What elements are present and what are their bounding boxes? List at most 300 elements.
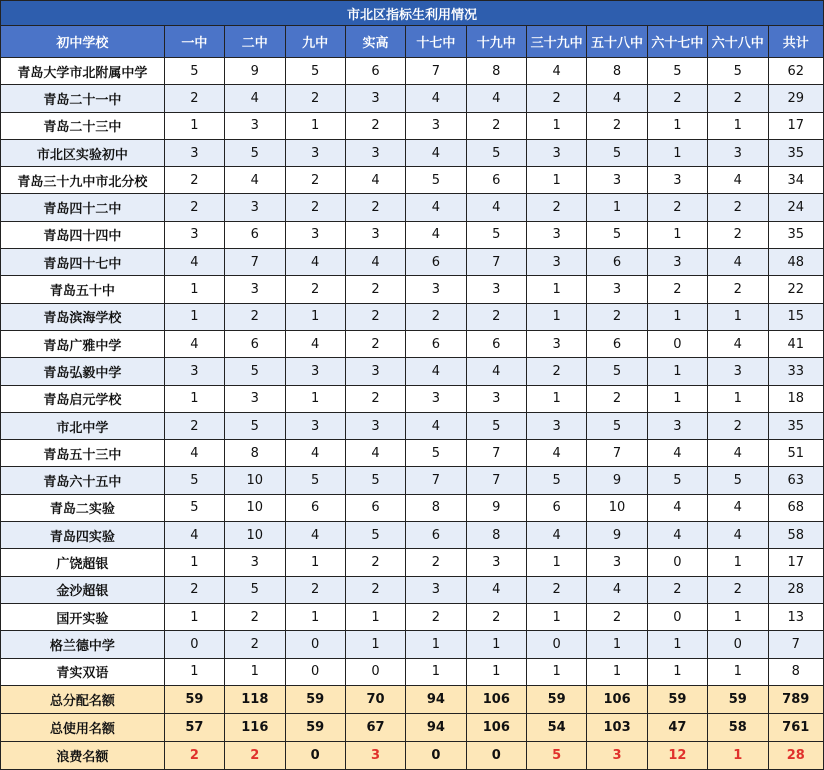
quota-cell: 3 — [225, 194, 285, 221]
summary-cell: 12 — [647, 741, 707, 769]
school-name-cell: 市北区实验初中 — [1, 139, 165, 166]
school-name-cell: 青岛二十三中 — [1, 112, 165, 139]
quota-cell: 4 — [345, 249, 405, 276]
quota-cell: 2 — [647, 576, 707, 603]
table-row — [1, 549, 824, 576]
quota-cell: 3 — [285, 139, 345, 166]
column-header: 一中 — [164, 26, 224, 58]
quota-cell: 5 — [708, 467, 768, 494]
quota-cell: 1 — [647, 358, 707, 385]
school-name-cell: 青岛大学市北附属中学 — [1, 58, 165, 85]
quota-cell: 1 — [406, 631, 466, 658]
quota-cell: 7 — [466, 249, 526, 276]
quota-cell: 7 — [406, 467, 466, 494]
table-row — [1, 58, 824, 85]
quota-cell: 1 — [164, 603, 224, 630]
quota-cell: 2 — [466, 603, 526, 630]
quota-cell: 3 — [345, 412, 405, 439]
quota-cell: 0 — [345, 658, 405, 685]
quota-cell: 9 — [587, 522, 647, 549]
quota-cell: 3 — [225, 276, 285, 303]
summary-cell: 761 — [768, 713, 824, 741]
quota-cell: 1 — [647, 631, 707, 658]
column-header: 三十九中 — [527, 26, 587, 58]
school-name-cell: 青岛四实验 — [1, 522, 165, 549]
summary-row — [1, 741, 824, 769]
school-name-cell: 青岛广雅中学 — [1, 330, 165, 357]
quota-cell: 6 — [587, 330, 647, 357]
quota-cell: 7 — [225, 249, 285, 276]
quota-cell: 2 — [345, 194, 405, 221]
quota-cell: 4 — [406, 194, 466, 221]
quota-cell: 2 — [285, 576, 345, 603]
summary-cell: 103 — [587, 713, 647, 741]
quota-cell: 2 — [164, 576, 224, 603]
quota-cell: 6 — [466, 330, 526, 357]
table-row — [1, 276, 824, 303]
quota-cell: 8 — [225, 440, 285, 467]
summary-cell: 118 — [225, 685, 285, 713]
column-header: 二中 — [225, 26, 285, 58]
quota-cell: 1 — [466, 658, 526, 685]
summary-cell: 5 — [527, 741, 587, 769]
summary-cell: 3 — [587, 741, 647, 769]
quota-cell: 2 — [587, 385, 647, 412]
summary-label: 浪费名额 — [1, 741, 165, 769]
quota-cell: 1 — [708, 658, 768, 685]
quota-cell: 2 — [527, 358, 587, 385]
quota-cell: 4 — [708, 494, 768, 521]
quota-cell: 3 — [527, 412, 587, 439]
quota-cell: 2 — [587, 603, 647, 630]
quota-cell: 13 — [768, 603, 824, 630]
quota-cell: 2 — [225, 631, 285, 658]
quota-cell: 51 — [768, 440, 824, 467]
quota-cell: 4 — [647, 494, 707, 521]
quota-cell: 58 — [768, 522, 824, 549]
quota-cell: 3 — [406, 385, 466, 412]
table-row — [1, 576, 824, 603]
quota-cell: 3 — [285, 221, 345, 248]
quota-cell: 2 — [647, 194, 707, 221]
quota-cell: 4 — [164, 522, 224, 549]
quota-cell: 2 — [406, 549, 466, 576]
quota-cell: 8 — [587, 58, 647, 85]
quota-cell: 5 — [225, 139, 285, 166]
quota-cell: 4 — [708, 522, 768, 549]
table-row — [1, 522, 824, 549]
table-row — [1, 412, 824, 439]
quota-cell: 1 — [587, 631, 647, 658]
quota-cell: 4 — [527, 440, 587, 467]
quota-cell: 0 — [708, 631, 768, 658]
quota-cell: 1 — [708, 549, 768, 576]
quota-cell: 9 — [466, 494, 526, 521]
quota-cell: 1 — [527, 276, 587, 303]
quota-cell: 4 — [345, 440, 405, 467]
table-row — [1, 112, 824, 139]
school-name-cell: 青岛滨海学校 — [1, 303, 165, 330]
quota-cell: 3 — [527, 139, 587, 166]
quota-cell: 2 — [647, 276, 707, 303]
quota-cell: 1 — [527, 112, 587, 139]
quota-cell: 2 — [708, 221, 768, 248]
quota-cell: 5 — [527, 467, 587, 494]
quota-cell: 28 — [768, 576, 824, 603]
quota-cell: 1 — [647, 112, 707, 139]
quota-cell: 4 — [466, 358, 526, 385]
quota-cell: 35 — [768, 412, 824, 439]
quota-cell: 1 — [285, 603, 345, 630]
quota-cell: 3 — [647, 167, 707, 194]
quota-cell: 5 — [345, 467, 405, 494]
quota-cell: 5 — [406, 440, 466, 467]
quota-cell: 1 — [708, 603, 768, 630]
summary-row — [1, 685, 824, 713]
column-header: 九中 — [285, 26, 345, 58]
summary-row — [1, 713, 824, 741]
school-name-cell: 青实双语 — [1, 658, 165, 685]
quota-cell: 4 — [647, 440, 707, 467]
summary-cell: 59 — [285, 685, 345, 713]
quota-cell: 1 — [406, 658, 466, 685]
quota-cell: 4 — [466, 85, 526, 112]
quota-cell: 3 — [345, 221, 405, 248]
quota-cell: 1 — [164, 658, 224, 685]
quota-cell: 2 — [527, 85, 587, 112]
quota-cell: 4 — [285, 440, 345, 467]
quota-cell: 6 — [587, 249, 647, 276]
quota-cell: 1 — [285, 112, 345, 139]
table-title: 市北区指标生利用情况 — [1, 1, 824, 26]
quota-cell: 2 — [708, 85, 768, 112]
school-name-cell: 青岛四十二中 — [1, 194, 165, 221]
quota-cell: 3 — [345, 139, 405, 166]
table-row — [1, 385, 824, 412]
school-name-cell: 青岛六十五中 — [1, 467, 165, 494]
column-header: 五十八中 — [587, 26, 647, 58]
quota-cell: 4 — [406, 139, 466, 166]
quota-cell: 6 — [527, 494, 587, 521]
quota-cell: 22 — [768, 276, 824, 303]
quota-cell: 3 — [406, 276, 466, 303]
quota-cell: 3 — [708, 139, 768, 166]
quota-cell: 2 — [345, 112, 405, 139]
quota-cell: 1 — [164, 549, 224, 576]
quota-cell: 4 — [345, 167, 405, 194]
quota-cell: 3 — [587, 549, 647, 576]
quota-cell: 5 — [164, 58, 224, 85]
quota-cell: 5 — [466, 221, 526, 248]
quota-cell: 3 — [345, 85, 405, 112]
quota-cell: 4 — [225, 85, 285, 112]
quota-cell: 1 — [647, 139, 707, 166]
quota-cell: 29 — [768, 85, 824, 112]
school-name-cell: 市北中学 — [1, 412, 165, 439]
table-row — [1, 330, 824, 357]
table-row — [1, 494, 824, 521]
quota-cell: 2 — [708, 194, 768, 221]
quota-cell: 2 — [345, 385, 405, 412]
quota-cell: 5 — [647, 467, 707, 494]
table-body — [1, 58, 824, 686]
quota-cell: 0 — [285, 658, 345, 685]
column-header: 十七中 — [406, 26, 466, 58]
quota-cell: 7 — [406, 58, 466, 85]
quota-cell: 0 — [647, 330, 707, 357]
quota-cell: 1 — [708, 385, 768, 412]
table-row — [1, 221, 824, 248]
quota-cell: 6 — [406, 330, 466, 357]
quota-cell: 5 — [587, 358, 647, 385]
column-header: 六十八中 — [708, 26, 768, 58]
quota-cell: 0 — [285, 631, 345, 658]
quota-cell: 5 — [285, 58, 345, 85]
quota-cell: 1 — [285, 303, 345, 330]
quota-cell: 1 — [708, 112, 768, 139]
quota-cell: 2 — [406, 603, 466, 630]
quota-cell: 4 — [708, 249, 768, 276]
quota-cell: 4 — [708, 167, 768, 194]
quota-cell: 4 — [285, 522, 345, 549]
quota-cell: 1 — [527, 603, 587, 630]
quota-cell: 4 — [164, 440, 224, 467]
table-row — [1, 139, 824, 166]
quota-cell: 2 — [225, 303, 285, 330]
quota-cell: 3 — [225, 385, 285, 412]
quota-cell: 1 — [164, 276, 224, 303]
quota-cell: 2 — [466, 303, 526, 330]
quota-cell: 1 — [527, 658, 587, 685]
quota-cell: 24 — [768, 194, 824, 221]
quota-cell: 2 — [345, 330, 405, 357]
quota-cell: 3 — [647, 249, 707, 276]
quota-cell: 4 — [587, 85, 647, 112]
quota-cell: 4 — [225, 167, 285, 194]
summary-cell: 0 — [406, 741, 466, 769]
summary-label: 总分配名额 — [1, 685, 165, 713]
quota-cell: 4 — [406, 221, 466, 248]
summary-cell: 94 — [406, 685, 466, 713]
summary-cell: 106 — [587, 685, 647, 713]
quota-cell: 3 — [164, 221, 224, 248]
quota-cell: 68 — [768, 494, 824, 521]
quota-cell: 6 — [345, 494, 405, 521]
quota-cell: 1 — [527, 303, 587, 330]
quota-cell: 7 — [768, 631, 824, 658]
table-row — [1, 603, 824, 630]
quota-cell: 10 — [225, 467, 285, 494]
quota-cell: 3 — [345, 358, 405, 385]
summary-cell: 789 — [768, 685, 824, 713]
quota-cell: 2 — [406, 303, 466, 330]
quota-cell: 4 — [164, 249, 224, 276]
school-name-cell: 青岛四十四中 — [1, 221, 165, 248]
quota-cell: 1 — [345, 603, 405, 630]
quota-cell: 9 — [587, 467, 647, 494]
quota-cell: 9 — [225, 58, 285, 85]
quota-cell: 4 — [708, 440, 768, 467]
column-header: 十九中 — [466, 26, 526, 58]
quota-cell: 17 — [768, 549, 824, 576]
quota-cell: 3 — [527, 221, 587, 248]
quota-cell: 2 — [587, 303, 647, 330]
quota-cell: 2 — [345, 276, 405, 303]
school-name-cell: 青岛二十一中 — [1, 85, 165, 112]
quota-cell: 3 — [225, 549, 285, 576]
quota-cell: 2 — [466, 112, 526, 139]
table-row — [1, 440, 824, 467]
quota-cell: 0 — [527, 631, 587, 658]
table-row — [1, 167, 824, 194]
quota-cell: 5 — [345, 522, 405, 549]
quota-cell: 34 — [768, 167, 824, 194]
summary-cell: 54 — [527, 713, 587, 741]
school-name-cell: 青岛弘毅中学 — [1, 358, 165, 385]
school-name-cell: 青岛二实验 — [1, 494, 165, 521]
quota-cell: 1 — [708, 303, 768, 330]
school-name-cell: 青岛五十三中 — [1, 440, 165, 467]
quota-cell: 5 — [406, 167, 466, 194]
school-name-cell: 广饶超银 — [1, 549, 165, 576]
quota-cell: 3 — [647, 412, 707, 439]
table-row — [1, 467, 824, 494]
quota-cell: 1 — [527, 385, 587, 412]
quota-cell: 2 — [285, 85, 345, 112]
quota-cell: 8 — [768, 658, 824, 685]
quota-cell: 3 — [164, 139, 224, 166]
quota-cell: 2 — [225, 603, 285, 630]
quota-cell: 5 — [587, 139, 647, 166]
quota-cell: 5 — [466, 139, 526, 166]
quota-cell: 4 — [708, 330, 768, 357]
column-header: 共计 — [768, 26, 824, 58]
school-name-cell: 青岛三十九中市北分校 — [1, 167, 165, 194]
summary-cell: 94 — [406, 713, 466, 741]
quota-cell: 4 — [587, 576, 647, 603]
quota-cell: 1 — [345, 631, 405, 658]
summary-label: 总使用名额 — [1, 713, 165, 741]
column-header: 六十七中 — [647, 26, 707, 58]
quota-cell: 3 — [406, 112, 466, 139]
quota-cell: 1 — [164, 112, 224, 139]
school-name-cell: 青岛四十七中 — [1, 249, 165, 276]
quota-cell: 15 — [768, 303, 824, 330]
quota-cell: 4 — [527, 522, 587, 549]
table-row — [1, 85, 824, 112]
quota-cell: 8 — [466, 58, 526, 85]
summary-cell: 59 — [527, 685, 587, 713]
quota-cell: 0 — [647, 603, 707, 630]
quota-cell: 63 — [768, 467, 824, 494]
column-header-school: 初中学校 — [1, 26, 165, 58]
quota-cell: 10 — [225, 494, 285, 521]
quota-cell: 2 — [345, 576, 405, 603]
summary-cell: 59 — [647, 685, 707, 713]
quota-cell: 8 — [406, 494, 466, 521]
quota-cell: 0 — [647, 549, 707, 576]
quota-cell: 10 — [587, 494, 647, 521]
quota-cell: 5 — [225, 412, 285, 439]
quota-cell: 17 — [768, 112, 824, 139]
summary-cell: 58 — [708, 713, 768, 741]
quota-cell: 5 — [587, 412, 647, 439]
quota-cell: 5 — [285, 467, 345, 494]
table-row — [1, 303, 824, 330]
quota-cell: 4 — [466, 194, 526, 221]
summary-cell: 57 — [164, 713, 224, 741]
quota-cell: 7 — [587, 440, 647, 467]
summary-cell: 1 — [708, 741, 768, 769]
quota-cell: 2 — [647, 85, 707, 112]
quota-cell: 2 — [708, 276, 768, 303]
quota-cell: 5 — [708, 58, 768, 85]
quota-cell: 4 — [527, 58, 587, 85]
summary-cell: 47 — [647, 713, 707, 741]
summary-cell: 28 — [768, 741, 824, 769]
quota-cell: 5 — [466, 412, 526, 439]
summary-cell: 116 — [225, 713, 285, 741]
quota-cell: 4 — [406, 412, 466, 439]
quota-cell: 41 — [768, 330, 824, 357]
quota-cell: 1 — [164, 385, 224, 412]
quota-cell: 7 — [466, 467, 526, 494]
quota-cell: 35 — [768, 139, 824, 166]
quota-cell: 8 — [466, 522, 526, 549]
quota-cell: 1 — [647, 658, 707, 685]
title-row — [1, 1, 824, 26]
quota-cell: 0 — [164, 631, 224, 658]
quota-cell: 4 — [285, 330, 345, 357]
quota-cell: 6 — [345, 58, 405, 85]
summary-cell: 0 — [285, 741, 345, 769]
quota-cell: 3 — [225, 112, 285, 139]
quota-cell: 5 — [647, 58, 707, 85]
quota-cell: 2 — [164, 85, 224, 112]
quota-cell: 1 — [527, 549, 587, 576]
quota-cell: 6 — [225, 330, 285, 357]
quota-cell: 2 — [164, 412, 224, 439]
quota-cell: 4 — [406, 85, 466, 112]
quota-cell: 48 — [768, 249, 824, 276]
quota-cell: 2 — [164, 194, 224, 221]
quota-cell: 2 — [345, 303, 405, 330]
quota-cell: 6 — [285, 494, 345, 521]
school-name-cell: 金沙超银 — [1, 576, 165, 603]
quota-cell: 10 — [225, 522, 285, 549]
summary-cell: 106 — [466, 685, 526, 713]
quota-cell: 6 — [466, 167, 526, 194]
quota-cell: 3 — [164, 358, 224, 385]
quota-cell: 1 — [466, 631, 526, 658]
table-row — [1, 194, 824, 221]
quota-cell: 1 — [225, 658, 285, 685]
summary-cell: 2 — [225, 741, 285, 769]
quota-cell: 35 — [768, 221, 824, 248]
quota-cell: 3 — [466, 276, 526, 303]
quota-cell: 3 — [406, 576, 466, 603]
quota-cell: 6 — [225, 221, 285, 248]
summary-cell: 70 — [345, 685, 405, 713]
quota-cell: 5 — [225, 576, 285, 603]
quota-cell: 1 — [527, 167, 587, 194]
quota-cell: 3 — [466, 549, 526, 576]
quota-cell: 1 — [587, 658, 647, 685]
summary-cell: 0 — [466, 741, 526, 769]
quota-cell: 3 — [527, 249, 587, 276]
quota-cell: 4 — [406, 358, 466, 385]
quota-cell: 2 — [708, 576, 768, 603]
